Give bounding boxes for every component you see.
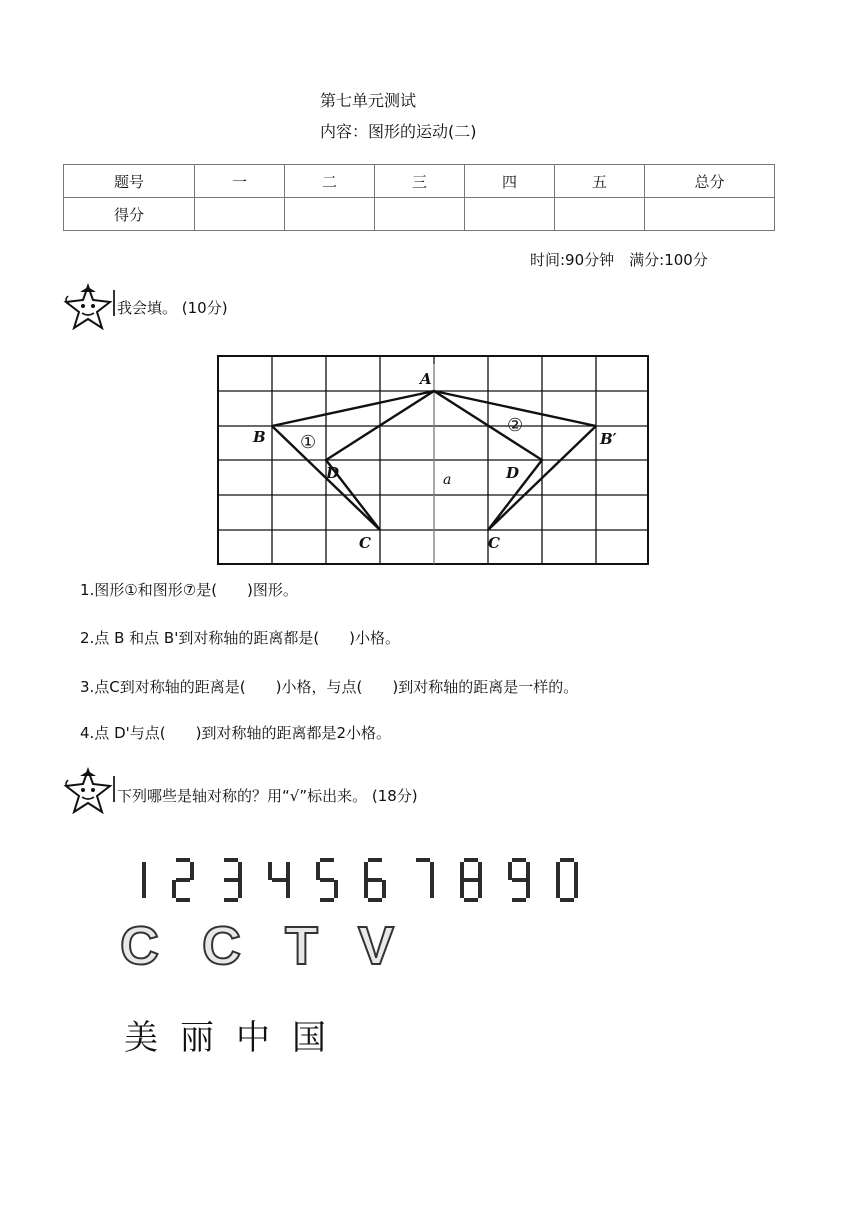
hanzi-row — [124, 1010, 348, 1059]
digit-segment — [286, 880, 290, 898]
cctv-letters — [118, 914, 428, 972]
digit-segment — [368, 858, 382, 862]
digit-segment — [320, 898, 334, 902]
digit-segment — [460, 880, 464, 898]
letter-v: V — [358, 916, 395, 972]
digit-3 — [224, 858, 242, 902]
grid-lines — [218, 356, 648, 564]
digit-segment — [368, 898, 382, 902]
digit-segment — [382, 880, 386, 898]
digit-0 — [556, 858, 578, 902]
digit-7 — [416, 858, 434, 898]
digit-segment — [238, 862, 242, 880]
score-cell-2: 二 — [285, 165, 375, 198]
question-2: 2.点 B 和点 B'到对称轴的距离都是( )小格。 — [80, 629, 401, 647]
digit-segment — [224, 858, 238, 862]
digit-segment — [272, 878, 286, 882]
digit-9 — [508, 858, 530, 902]
digit-segment — [176, 878, 190, 882]
label-b: B — [253, 428, 266, 446]
section2-title: 下列哪些是轴对称的？用“√”标出来。 (18分) — [117, 787, 418, 805]
hanzi-4: 国 — [292, 1018, 336, 1058]
digit-segment — [320, 878, 334, 882]
score-cell-5: 五 — [555, 165, 645, 198]
score-cell-total: 总分 — [645, 165, 775, 198]
digit-segment — [316, 862, 320, 880]
digit-segment — [556, 880, 560, 898]
label-circle-2: ② — [507, 415, 524, 436]
digit-segment — [512, 878, 526, 882]
digit-segment — [224, 878, 238, 882]
question-1: 1.图形①和图形⑦是( )图形。 — [80, 581, 298, 599]
digit-segment — [464, 898, 478, 902]
label-d-left: D — [326, 464, 340, 482]
score-table-score-row — [64, 198, 775, 231]
section1-title: 我会填。 (10分) — [117, 299, 228, 317]
label-axis-a: a — [443, 472, 452, 488]
score-input-total[interactable] — [645, 198, 775, 231]
section-divider-2 — [113, 776, 115, 802]
digit-segment — [526, 880, 530, 898]
label-c-left: C — [359, 534, 371, 552]
digit-segment — [176, 898, 190, 902]
digit-segment — [512, 898, 526, 902]
score-input-1[interactable] — [195, 198, 285, 231]
digit-1 — [142, 862, 146, 898]
digit-segment — [286, 862, 290, 880]
digit-6 — [364, 858, 386, 902]
score-input-5[interactable] — [555, 198, 645, 231]
digit-segment — [526, 862, 530, 880]
digit-segment — [574, 862, 578, 880]
score-cell-4: 四 — [465, 165, 555, 198]
time-info: 时间:90分钟 满分:100分 — [530, 251, 708, 269]
hanzi-1: 美 — [124, 1018, 168, 1058]
label-b-prime: B′ — [600, 430, 617, 448]
digit-segment — [464, 858, 478, 862]
digit-segment — [478, 862, 482, 880]
page-title: 第七单元测试 — [320, 91, 417, 110]
digit-segment — [142, 862, 146, 880]
symmetry-grid-figure — [216, 354, 650, 566]
score-table-header-row — [64, 165, 775, 198]
seven-segment-digits — [118, 852, 618, 908]
digit-segment — [190, 862, 194, 880]
mascot-icon-2 — [62, 766, 114, 814]
digit-segment — [368, 878, 382, 882]
digit-segment — [172, 880, 176, 898]
label-a: A — [420, 370, 432, 388]
digit-segment — [224, 898, 238, 902]
digit-segment — [464, 878, 478, 882]
digit-5 — [316, 858, 338, 902]
page-subtitle: 内容：图形的运动(二) — [320, 122, 477, 141]
score-input-2[interactable] — [285, 198, 375, 231]
digit-segment — [320, 858, 334, 862]
digit-4 — [268, 862, 290, 898]
digit-segment — [460, 862, 464, 880]
question-3: 3.点C到对称轴的距离是( )小格，与点( )到对称轴的距离是一样的。 — [80, 678, 579, 696]
score-cell-3: 三 — [375, 165, 465, 198]
digit-2 — [172, 858, 194, 902]
score-input-4[interactable] — [465, 198, 555, 231]
letter-c-2: C — [202, 916, 241, 972]
digit-segment — [364, 880, 368, 898]
digit-segment — [556, 862, 560, 880]
score-cell-label: 题号 — [64, 165, 195, 198]
label-circle-1: ① — [300, 432, 317, 453]
digit-segment — [416, 858, 430, 862]
digit-segment — [478, 880, 482, 898]
score-cell-1: 一 — [195, 165, 285, 198]
digit-segment — [238, 880, 242, 898]
digit-segment — [508, 862, 512, 880]
digit-segment — [176, 858, 190, 862]
label-d-right: D — [506, 464, 520, 482]
digit-8 — [460, 858, 482, 902]
score-table — [63, 164, 775, 231]
question-4: 4.点 D'与点( )到对称轴的距离都是2小格。 — [80, 724, 392, 742]
hanzi-3: 中 — [236, 1018, 280, 1058]
digit-segment — [574, 880, 578, 898]
score-row-label: 得分 — [64, 198, 195, 231]
score-input-3[interactable] — [375, 198, 465, 231]
hanzi-2: 丽 — [180, 1018, 224, 1058]
digit-segment — [142, 880, 146, 898]
digit-segment — [268, 862, 272, 880]
letter-c-1: C — [120, 916, 159, 972]
label-c-right: C — [488, 534, 500, 552]
digit-segment — [334, 880, 338, 898]
digit-segment — [364, 862, 368, 880]
letter-t: T — [285, 916, 318, 972]
digit-segment — [512, 858, 526, 862]
digit-segment — [430, 862, 434, 880]
digit-segment — [560, 898, 574, 902]
mascot-icon — [62, 282, 114, 330]
section-divider — [113, 290, 115, 316]
digit-segment — [430, 880, 434, 898]
digit-segment — [560, 858, 574, 862]
